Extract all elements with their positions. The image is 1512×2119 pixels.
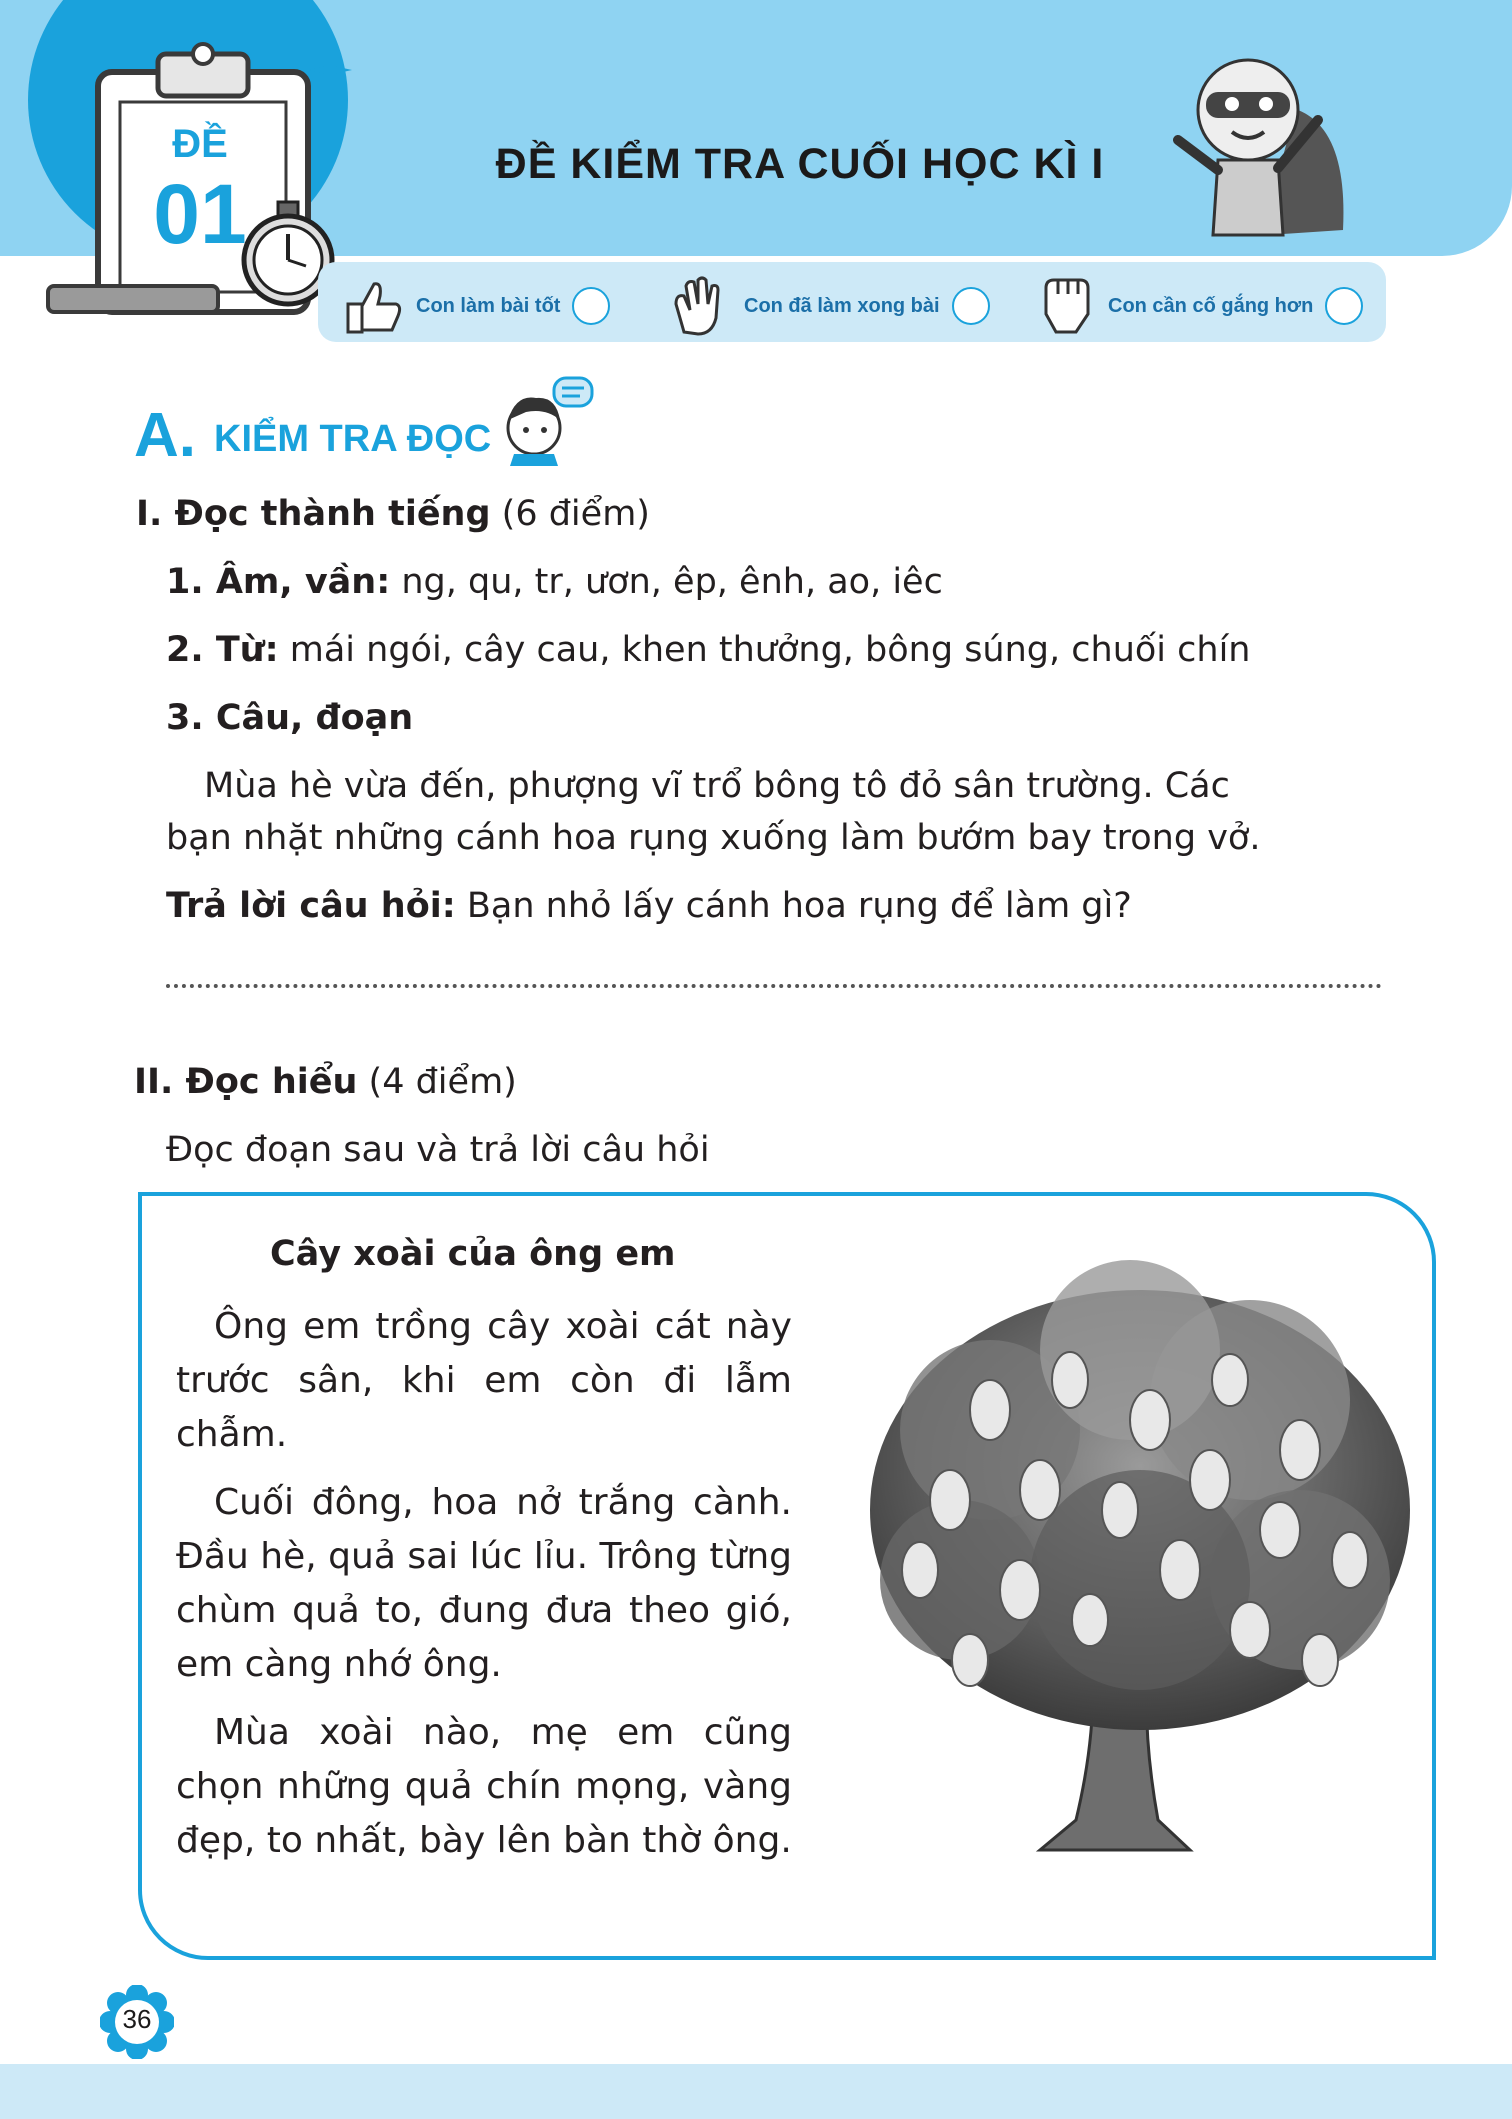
story-title: Cây xoài của ông em	[270, 1234, 676, 1274]
rating-good-checkbox[interactable]	[572, 287, 610, 325]
rating-try	[1036, 278, 1363, 334]
rating-done	[668, 278, 990, 334]
rating-good	[340, 278, 610, 334]
rating-done-checkbox[interactable]	[952, 287, 990, 325]
question-text: Bạn nhỏ lấy cánh hoa rụng để làm gì?	[466, 886, 1132, 926]
item2-label: 2. Từ:	[166, 630, 279, 670]
story-paragraph-3: Mùa xoài nào, mẹ em cũng chọn những quả chín mọng, vàng đẹp, to nhất, bày lên bàn thờ ông.	[176, 1712, 792, 1861]
badge-label: ĐỀ	[172, 122, 228, 166]
badge-number: 01	[153, 167, 247, 261]
item1-line	[166, 562, 943, 602]
part2-heading-line	[134, 1062, 517, 1102]
mango-tree-illustration	[850, 1260, 1430, 1870]
part1-points: (6 điểm)	[501, 494, 650, 534]
item2-text: mái ngói, cây cau, khen thưởng, bông súng, chuối chín	[289, 630, 1251, 670]
fist-icon	[1036, 274, 1096, 338]
page-number: 36	[122, 2004, 152, 2034]
story-text	[176, 1300, 792, 1882]
clapping-hands-icon	[668, 274, 732, 338]
reading-boy-icon	[496, 376, 596, 466]
rating-try-checkbox[interactable]	[1325, 287, 1363, 325]
part2-heading: II. Đọc hiểu	[134, 1062, 358, 1102]
item3-label: 3. Câu, đoạn	[166, 698, 414, 738]
sparkle-icon	[300, 40, 360, 100]
question-line	[166, 886, 1132, 926]
question-label: Trả lời câu hỏi:	[166, 886, 456, 926]
answer-line[interactable]	[166, 964, 1382, 988]
passage-line-2: bạn nhặt những cánh hoa rụng xuống làm bướm bay trong vở.	[166, 818, 1261, 858]
footer-band	[0, 2064, 1512, 2119]
story-paragraph-2: Cuối đông, hoa nở trắng cành. Đầu hè, quả sai lúc lỉu. Trông từng chùm quả to, đung đưa theo gió, em càng nhớ ông.	[176, 1482, 792, 1685]
thumbs-up-icon	[340, 276, 404, 336]
rating-try-label: Con cần cố gắng hơn	[1108, 294, 1314, 317]
part1-heading-line	[136, 494, 650, 534]
superhero-kid-icon	[1168, 40, 1358, 250]
item1-text: ng, qu, tr, ươn, êp, ênh, ao, iêc	[401, 562, 943, 602]
page-title: ĐỀ KIỂM TRA CUỐI HỌC KÌ I	[495, 140, 1105, 188]
item2-line	[166, 630, 1250, 670]
part1-heading: I. Đọc thành tiếng	[136, 494, 491, 534]
section-title: KIỂM TRA ĐỌC	[214, 418, 492, 460]
item1-label: 1. Âm, vần:	[166, 562, 391, 602]
story-paragraph-1: Ông em trồng cây xoài cát này trước sân, khi em còn đi lẫm chẫm.	[176, 1306, 792, 1455]
passage-line-1: Mùa hè vừa đến, phượng vĩ trổ bông tô đỏ sân trường. Các	[204, 766, 1230, 806]
part2-points: (4 điểm)	[368, 1062, 517, 1102]
part2-instruction: Đọc đoạn sau và trả lời câu hỏi	[166, 1130, 710, 1170]
rating-done-label: Con đã làm xong bài	[744, 294, 940, 317]
rating-good-label: Con làm bài tốt	[416, 294, 561, 317]
section-letter: A.	[134, 401, 196, 470]
